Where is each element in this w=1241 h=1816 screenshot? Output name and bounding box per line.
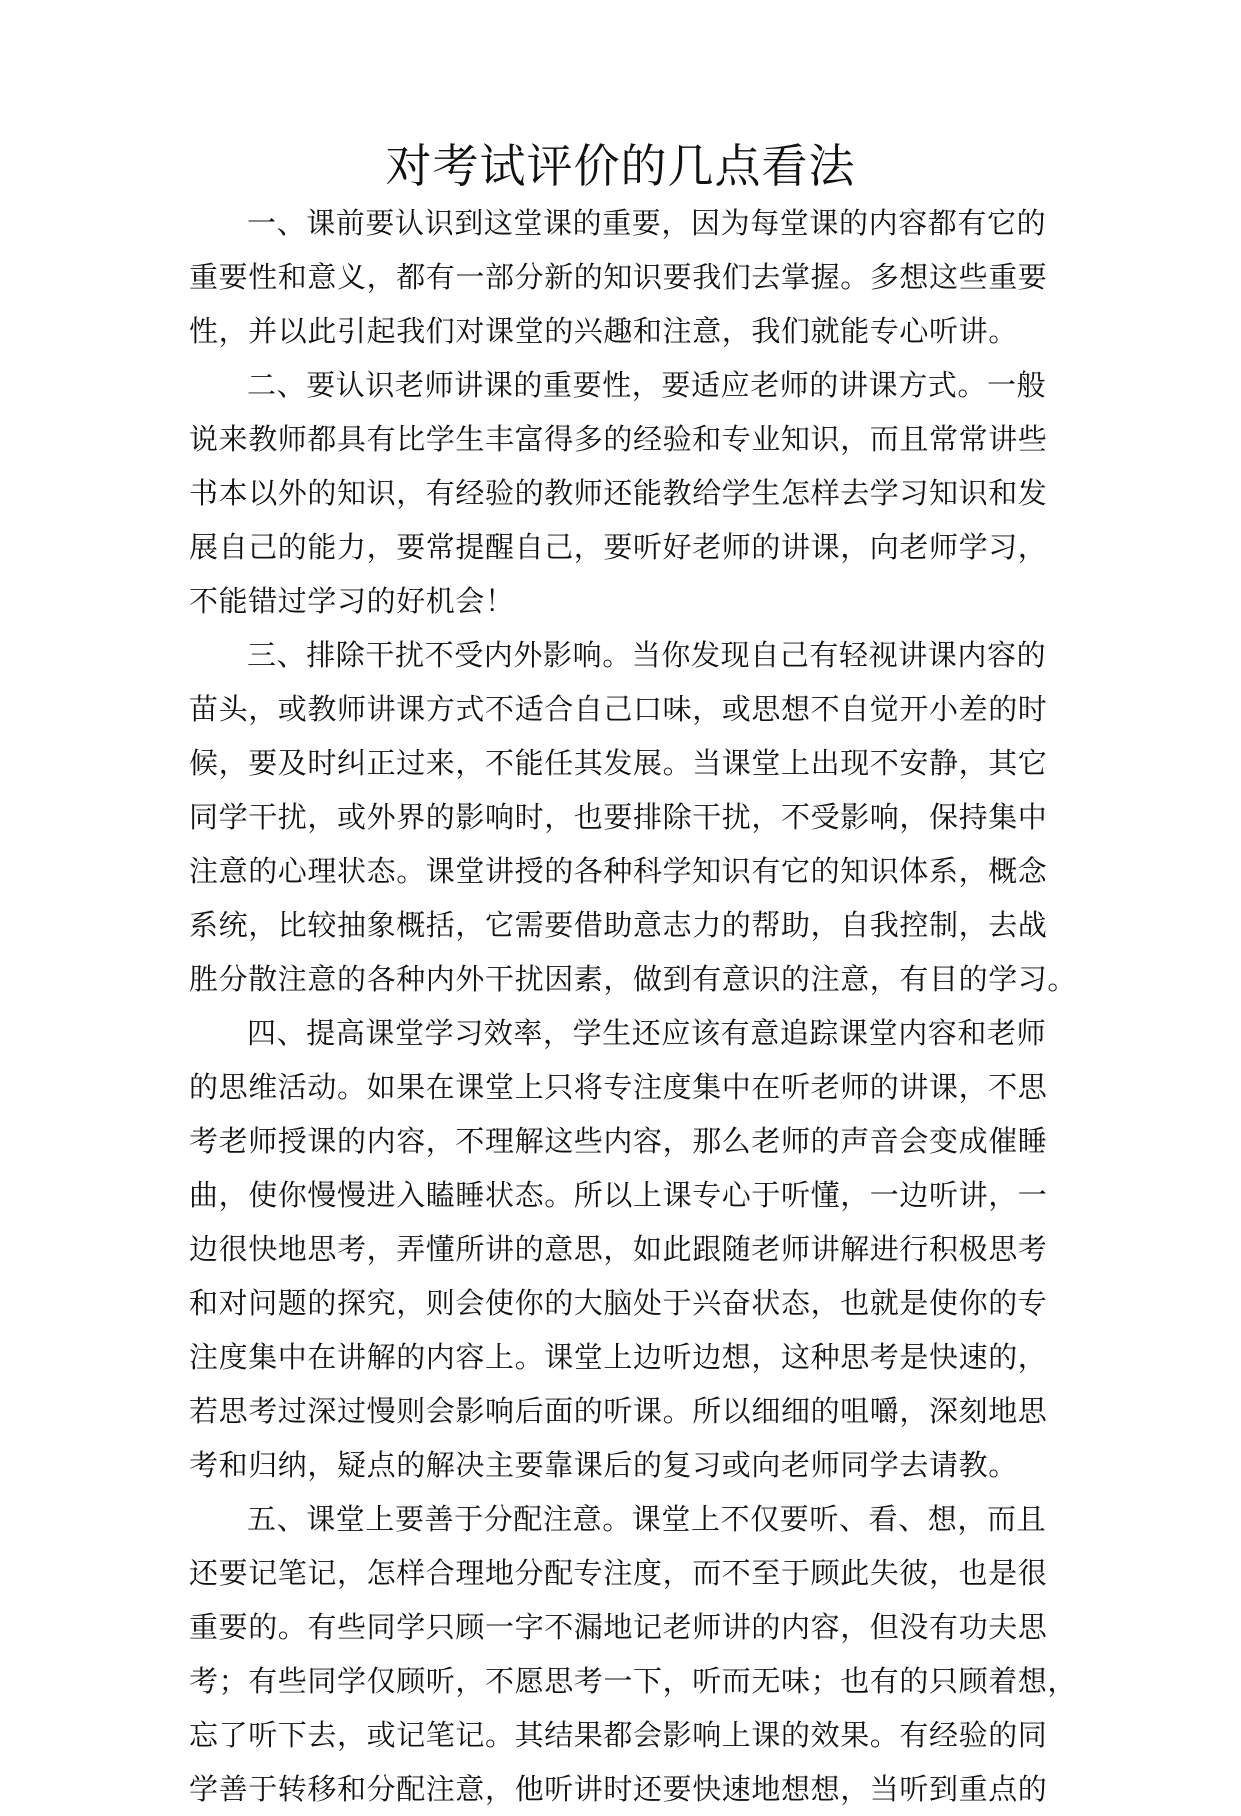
- paragraph-4-line-4: 曲，使你慢慢进入瞌睡状态。所以上课专心于听懂，一边听讲，一: [189, 1178, 1048, 1212]
- paragraph-2-line-4: 展自己的能力，要常提醒自己，要听好老师的讲课，向老师学习，: [189, 530, 1048, 564]
- paragraph-2-line-3: 书本以外的知识，有经验的教师还能教给学生怎样去学习知识和发: [189, 476, 1048, 510]
- paragraph-3-line-1: 三、排除干扰不受内外影响。当你发现自己有轻视讲课内容的: [247, 638, 1047, 672]
- paragraph-4-line-9: 考和归纳，疑点的解决主要靠课后的复习或向老师同学去请教。: [189, 1448, 1018, 1482]
- paragraph-3-line-2: 苗头，或教师讲课方式不适合自己口味，或思想不自觉开小差的时: [189, 692, 1048, 726]
- paragraph-4-line-1: 四、提高课堂学习效率，学生还应该有意追踪课堂内容和老师: [247, 1016, 1047, 1050]
- paragraph-4-line-8: 若思考过深过慢则会影响后面的听课。所以细细的咀嚼，深刻地思: [189, 1394, 1048, 1428]
- paragraph-3-line-3: 候，要及时纠正过来，不能任其发展。当课堂上出现不安静，其它: [189, 746, 1048, 780]
- paragraph-3-line-4: 同学干扰，或外界的影响时，也要排除干扰，不受影响，保持集中: [189, 800, 1048, 834]
- paragraph-5-line-2: 还要记笔记，怎样合理地分配专注度，而不至于顾此失彼，也是很: [189, 1556, 1048, 1590]
- paragraph-3-line-6: 系统，比较抽象概括，它需要借助意志力的帮助，自我控制，去战: [189, 908, 1048, 942]
- paragraph-5-line-6: 学善于转移和分配注意，他听讲时还要快速地想想，当听到重点的: [189, 1772, 1048, 1806]
- paragraph-1-line-2: 重要性和意义，都有一部分新的知识要我们去掌握。多想这些重要: [189, 260, 1048, 294]
- paragraph-1-line-3: 性，并以此引起我们对课堂的兴趣和注意，我们就能专心听讲。: [189, 314, 1018, 348]
- paragraph-3-line-5: 注意的心理状态。课堂讲授的各种科学知识有它的知识体系，概念: [189, 854, 1048, 888]
- paragraph-2-line-1: 二、要认识老师讲课的重要性，要适应老师的讲课方式。一般: [247, 368, 1047, 402]
- document-title: 对考试评价的几点看法: [385, 139, 856, 193]
- paragraph-4-line-5: 边很快地思考，弄懂所讲的意思，如此跟随老师讲解进行积极思考: [189, 1232, 1048, 1266]
- paragraph-4-line-3: 考老师授课的内容，不理解这些内容，那么老师的声音会变成催睡: [189, 1124, 1048, 1158]
- paragraph-4-line-6: 和对问题的探究，则会使你的大脑处于兴奋状态，也就是使你的专: [189, 1286, 1048, 1320]
- paragraph-3-line-7: 胜分散注意的各种内外干扰因素，做到有意识的注意，有目的学习。: [189, 962, 1078, 996]
- document-body: [189, 196, 1078, 1816]
- paragraph-2-line-2: 说来教师都具有比学生丰富得多的经验和专业知识，而且常常讲些: [189, 422, 1048, 456]
- paragraph-5-line-1: 五、课堂上要善于分配注意。课堂上不仅要听、看、想，而且: [247, 1502, 1047, 1536]
- paragraph-5-line-3: 重要的。有些同学只顾一字不漏地记老师讲的内容，但没有功夫思: [189, 1610, 1048, 1644]
- paragraph-5-line-5: 忘了听下去，或记笔记。其结果都会影响上课的效果。有经验的同: [189, 1718, 1048, 1752]
- paragraph-4-line-7: 注度集中在讲解的内容上。课堂上边听边想，这种思考是快速的，: [189, 1340, 1048, 1374]
- paragraph-2-line-5: 不能错过学习的好机会！: [189, 584, 515, 618]
- paragraph-4-line-2: 的思维活动。如果在课堂上只将专注度集中在听老师的讲课，不思: [189, 1070, 1048, 1104]
- paragraph-1-line-1: 一、课前要认识到这堂课的重要，因为每堂课的内容都有它的: [247, 206, 1047, 240]
- paragraph-5-line-4: 考；有些同学仅顾听，不愿思考一下，听而无味；也有的只顾着想，: [189, 1664, 1078, 1698]
